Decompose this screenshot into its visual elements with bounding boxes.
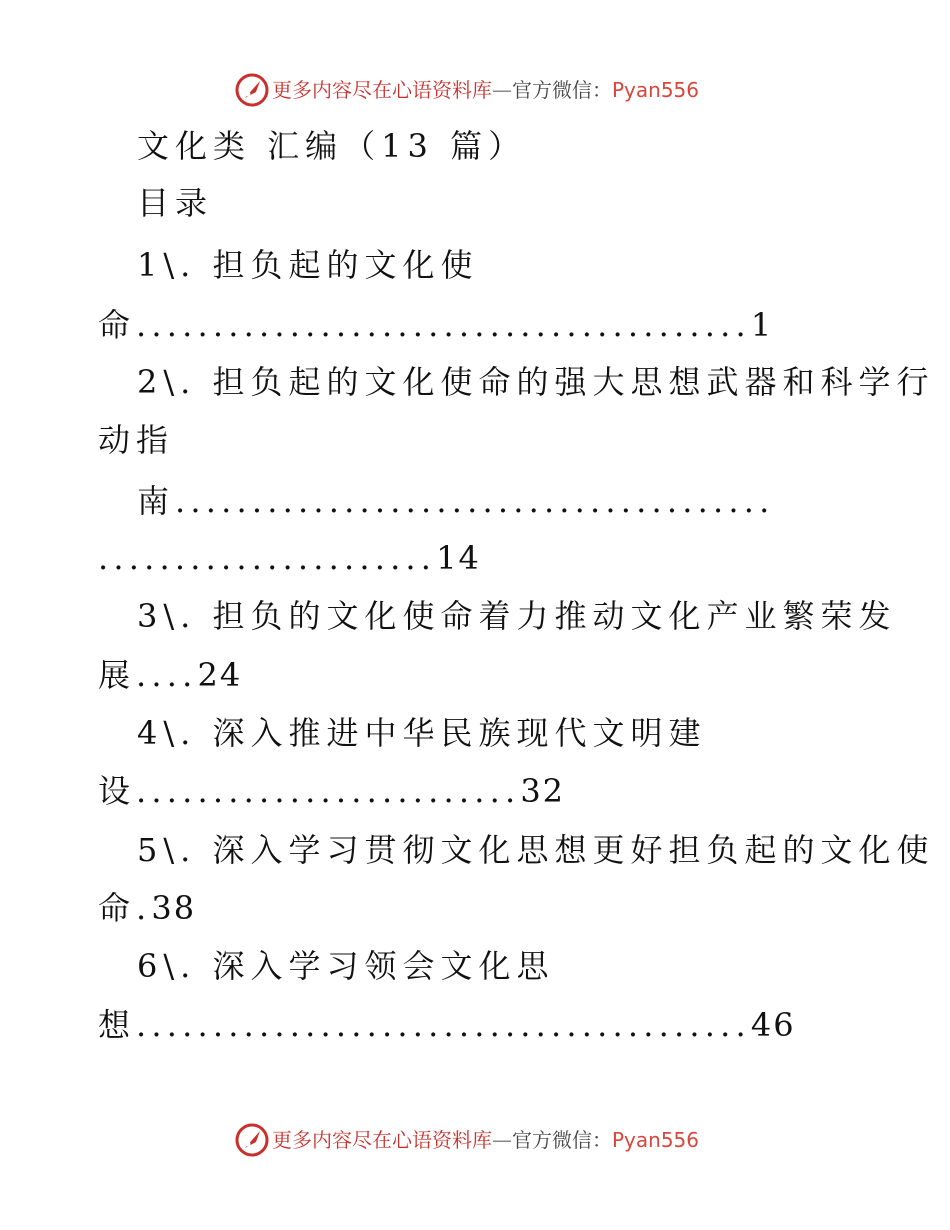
watermark-text: 更多内容尽在心语资料库—官方微信：Pyan556 — [272, 78, 700, 102]
toc-entry-6-title: 6\. 深入学习领会文化思 — [137, 947, 555, 985]
toc-heading: 目录 — [137, 184, 214, 222]
toc-entry-1-page: 1 — [750, 306, 774, 344]
watermark-text: 更多内容尽在心语资料库—官方微信：Pyan556 — [272, 1128, 700, 1152]
toc-entry-4-page: 32 — [520, 772, 566, 810]
watermark-footer — [0, 1120, 950, 1160]
watermark-header — [0, 70, 950, 110]
quill-logo-icon — [234, 1122, 270, 1158]
toc-entry-3-page: 24 — [197, 656, 243, 694]
doc-title: 文化类 汇编（13 篇） — [137, 127, 527, 165]
toc-entry-2-leader-cont: ......................14 — [98, 539, 481, 577]
toc-entry-6-leader: 想........................................46 — [98, 1006, 796, 1044]
toc-entry-6-page: 46 — [750, 1006, 796, 1044]
toc-entry-4-leader: 设.........................32 — [98, 772, 566, 810]
toc-entry-5-leader: 命.38 — [98, 889, 197, 927]
toc-entry-2-title: 2\. 担负起的文化使命的强大思想武器和科学行 — [137, 363, 935, 401]
toc-entry-2-page: 14 — [436, 539, 481, 577]
toc-entry-3-title: 3\. 担负的文化使命着力推动文化产业繁荣发 — [137, 597, 897, 635]
toc-entry-1-leader: 命........................................1 — [98, 306, 774, 344]
toc-entry-2-title-cont: 动指 — [98, 421, 175, 459]
toc-entry-4-title: 4\. 深入推进中华民族现代文明建 — [137, 714, 707, 752]
toc-entry-5-page: 38 — [151, 889, 197, 927]
toc-entry-1-title: 1\. 担负起的文化使 — [137, 246, 479, 284]
toc-entry-5-title: 5\. 深入学习贯彻文化思想更好担负起的文化使 — [137, 831, 935, 869]
quill-logo-icon — [234, 72, 270, 108]
toc-entry-2-leader: 南....................................... — [137, 482, 775, 520]
toc-entry-3-leader: 展....24 — [98, 656, 243, 694]
